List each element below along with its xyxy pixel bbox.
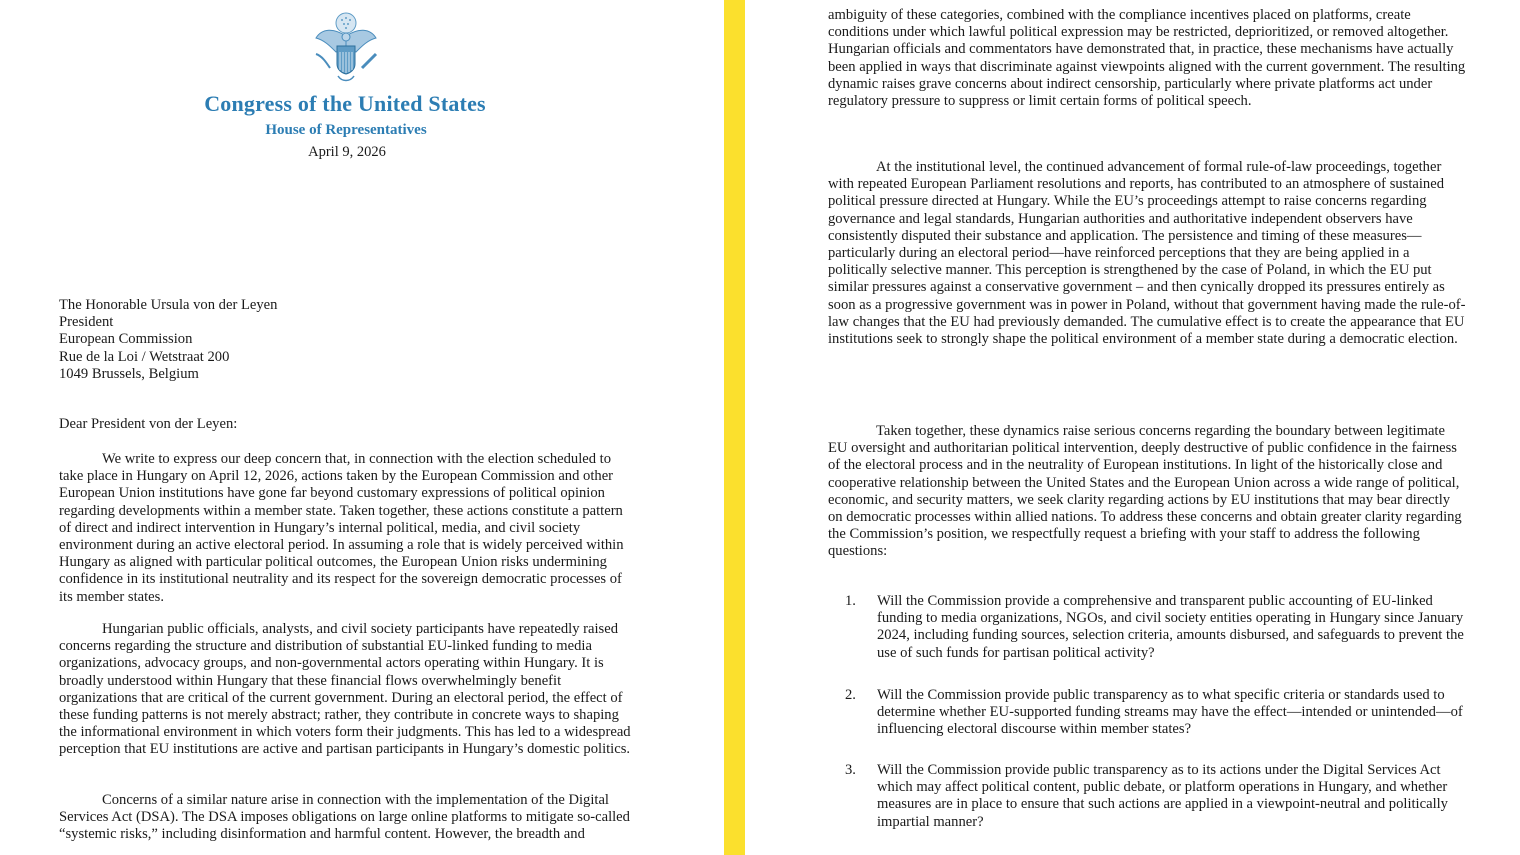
body-paragraph: Hungarian public officials, analysts, and civil society participants have repeatedly raised concerns regarding the structure and distribution of substantial EU-linked funding to media organizations, advocacy groups, and non-governmental actors operating within Hungary. It is broadly understood within Hungary that these financial flows overwhelmingly benefit organizations that are critical of the current government. During an electoral period, the effect of these funding patterns is not merely abstract; rather, they contribute in concrete ways to shaping the informational environment in which voters form their judgments. This has led to a widespread perception that EU institutions are active and partisan participants in Hungary’s domestic politics. [59,621,631,758]
question-text: Will the Commission provide public transparency as to what specific criteria or standards used to determine whether EU-supported funding streams may have the effect—intended or unintended—of influencing electoral discourse within member states? [877,687,1463,738]
recipient-line: Rue de la Loi / Wetstraat 200 [59,348,230,365]
great-seal-eagle-icon [308,10,384,86]
letter-date: April 9, 2026 [308,144,386,160]
question-text: Will the Commission provide a comprehensive and transparent public accounting of EU-linked funding to media organizations, NGOs, and civil society entities operating in Hungary since January 2024, including funding sources, selection criteria, amounts disbursed, and safeguards to prevent the use of such funds for partisan political activity? [877,593,1464,661]
question-number: 3. [845,762,856,778]
body-paragraph: We write to express our deep concern that, in connection with the election scheduled to take place in Hungary on April 12, 2026, actions taken by the European Commission and other European Union institutions have gone far beyond customary expressions of political opinion regarding developments within a member state. Taken together, these actions constitute a pattern of direct and indirect intervention in Hungary’s internal political, media, and civil society environment during an active electoral period. In assuming a role that is widely perceived within Hungary as aligned with particular political outcomes, the European Union risks undermining confidence in its institutional neutrality and its respect for the sovereign democratic processes of its member states. [59,451,624,605]
recipient-line: President [59,314,114,331]
question-number: 1. [845,593,856,609]
body-paragraph: Concerns of a similar nature arise in connection with the implementation of the Digital Services Act (DSA). The DSA imposes obligations on large online platforms to mitigate so-called “systemic risks,” including disinformation and harmful content. However, the breadth and [59,792,630,843]
recipient-line: 1049 Brussels, Belgium [59,365,199,382]
body-paragraph: ambiguity of these categories, combined with the compliance incentives placed on platforms, create conditions under which lawful political expression may be restricted, deprioritized, or removed altogether. Hungarian officials and commentators have demonstrated that, in practice, these mechanisms have actually been applied in ways that discriminate against viewpoints aligned with the current government. The resulting dynamic raises grave concerns about indirect censorship, particularly where private platforms act under regulatory pressure to suppress or limit certain forms of political speech. [828,7,1466,110]
letter-page-2 [745,0,1520,855]
recipient-address [59,297,459,383]
recipient-line: European Commission [59,331,193,348]
salutation: Dear President von der Leyen: [59,416,238,432]
letterhead-subtitle: House of Representatives [265,122,427,138]
letterhead-title: Congress of the United States [204,91,486,116]
recipient-line: The Honorable Ursula von der Leyen [59,297,278,313]
page-divider [724,0,745,855]
question-text: Will the Commission provide public transparency as to its actions under the Digital Services Act which may affect political content, public debate, or platform operations in Hungary, and whether measures are in place to ensure that such actions are applied in a viewpoint-neutral and politically impartial manner? [877,762,1448,830]
question-number: 2. [845,687,856,703]
body-paragraph: At the institutional level, the continued advancement of formal rule-of-law proceedings, together with repeated European Parliament resolutions and reports, has contributed to an atmosphere of sustained political pressure directed at Hungary. While the EU’s proceedings attempt to raise concerns regarding governance and legal standards, Hungarian authorities and authoritative independent observers have consistently disputed their substance and application. The persistence and timing of these measures—particularly during an electoral period—have reinforced perceptions that they are being applied in a politically selective manner. This perception is strengthened by the case of Poland, in which the EU put similar pressures against a conservative government – and then cynically dropped its pressures entirely as soon as a progressive government was in power in Poland, without that government having made the rule-of-law changes that the EU had previously demanded. The cumulative effect is to create the appearance that EU institutions seek to strongly shape the political environment of a member state during a democratic election. [828,159,1466,348]
body-paragraph: Taken together, these dynamics raise serious concerns regarding the boundary between legitimate EU oversight and authoritarian political intervention, deeply destructive of public confidence in the fairness of the electoral process and in the neutrality of European institutions. In light of the historically close and cooperative relationship between the United States and the European Union across a wide range of political, economic, and security matters, we seek clarity regarding actions by EU institutions that may bear directly on democratic processes within allied nations. To address these concerns and obtain greater clarity regarding the Commission’s position, we respectfully request a briefing with your staff to address the following questions: [828,423,1462,560]
letter-page-1 [0,0,724,855]
